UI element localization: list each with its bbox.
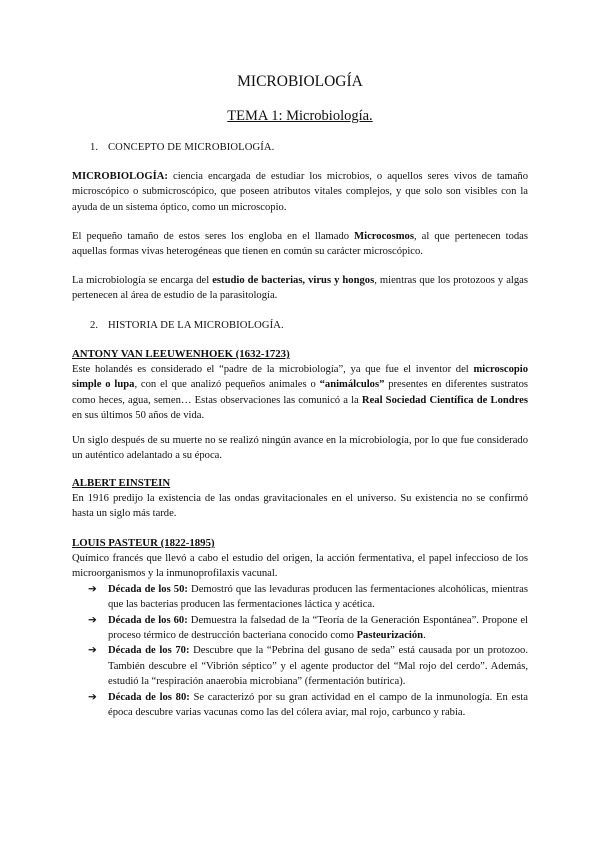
leeuwenhoek-name: ANTONY VAN LEEUWENHOEK (1632-1723): [72, 348, 290, 360]
scope-text-b: , mientras que los protozoos y algas pertenecen al área de estudio de la parasitología.: [72, 275, 528, 302]
leeuwenhoek-legacy-paragraph: [72, 433, 528, 464]
leeuwenhoek-text-4: en sus últimos 50 años de vida.: [72, 410, 205, 422]
leeuwenhoek-bold-2: “animálculos”: [319, 379, 385, 391]
arrow-icon: ➔: [88, 583, 97, 595]
section-2-heading: [90, 318, 284, 333]
leeuwenhoek-paragraph: [72, 362, 528, 424]
section-2-number: 2.: [90, 320, 99, 331]
decade-item: [72, 582, 528, 613]
decade-list: [72, 582, 528, 721]
leeuwenhoek-bold-1: microscopio simple o lupa: [72, 364, 528, 391]
decade-text: Descubre que la “Pebrina del gusano de seda” está causada por un protozoo. También descubre el “Vibrión séptico” y el agente productor del “Mal rojo del cerdo”. Además, estudió la “respiración anaerobia microbiana” (fermentación butírica).: [108, 645, 528, 688]
pasteur-intro: Químico francés que llevó a cabo el estudio del origen, la acción fermentativa, el papel infeccioso de los microorganismos y la inmunoprofilaxis vacunal.: [72, 553, 528, 580]
einstein-text: En 1916 predijo la existencia de las ondas gravitacionales en el universo. Su existencia no se confirmó hasta un siglo más tarde.: [72, 493, 528, 520]
scope-paragraph: [72, 273, 528, 304]
leeuwenhoek-block: [72, 347, 528, 424]
decade-text: Demostró que las levaduras producen las fermentaciones alcohólicas, mientras que las bacterias producen las fermentaciones láctica y acética.: [108, 583, 528, 611]
microcosmos-text-a: El pequeño tamaño de estos seres los engloba en el llamado: [72, 231, 355, 242]
decade-text: Se caracterizó por su gran actividad en el campo de la inmunología. En esta época descubre varias vacunas como las del cólera aviar, mal rojo, carbunco y rabia.: [108, 691, 528, 719]
decade-text: Demuestra la falsedad de la “Teoría de la Generación Espontánea”. Propone el proceso térmico de destrucción bacteriana conocido como: [108, 614, 528, 642]
decade-label: Década de los 80:: [108, 691, 190, 703]
einstein-name: ALBERT EINSTEIN: [72, 477, 171, 489]
leeuwenhoek-text-2: , con el que analizó pequeños animales o: [134, 379, 320, 391]
leeuwenhoek-text-3: presentes en diferentes sustratos como heces, agua, semen… Estas observaciones las comunicó a la: [72, 379, 529, 406]
microcosmos-paragraph: [72, 229, 528, 260]
section-1-number: 1.: [90, 142, 99, 153]
section-2-title: HISTORIA DE LA MICROBIOLOGÍA.: [108, 320, 284, 331]
decade-item: [72, 613, 528, 644]
einstein-block: [72, 476, 528, 522]
section-1-title: CONCEPTO DE MICROBIOLOGÍA.: [108, 142, 275, 153]
document-subtitle: TEMA 1: Microbiología.: [227, 108, 373, 124]
arrow-icon: ➔: [88, 645, 97, 657]
leeuwenhoek-legacy-text: Un siglo después de su muerte no se realizó ningún avance en la microbiología, por lo que fue considerado un auténtico adelantado a su época.: [72, 435, 528, 462]
arrow-icon: ➔: [88, 614, 97, 626]
microcosmos-text-b: , al que pertenecen todas aquellas formas vivas heterogéneas que tienen en común su carácter microscópico.: [72, 231, 528, 258]
section-1-heading: [90, 140, 274, 155]
decade-item: [72, 690, 528, 721]
scope-bold: estudio de bacterias, virus y hongos: [212, 275, 375, 286]
definition-text: ciencia encargada de estudiar los microbios, o aquellos seres vivos de tamaño microscópico o submicroscópico, que poseen atributos vitales complejos, y que solo son visibles con la ayuda de un sistema óptico, como un microscopio.: [72, 171, 528, 213]
definition-term: MICROBIOLOGÍA:: [72, 171, 168, 182]
leeuwenhoek-text-1: Este holandés es considerado el “padre de la microbiología”, ya que fue el inventor del: [72, 364, 474, 375]
decade-label: Década de los 70:: [108, 645, 190, 657]
arrow-icon: ➔: [88, 691, 97, 703]
microcosmos-term: Microcosmos: [354, 231, 414, 242]
decade-label: Década de los 60:: [108, 614, 188, 626]
decade-text-end: .: [423, 630, 426, 642]
decade-label: Década de los 50:: [108, 583, 188, 595]
pasteur-name: LOUIS PASTEUR (1822-1895): [72, 537, 215, 549]
definition-paragraph: [72, 169, 528, 215]
leeuwenhoek-bold-3: Real Sociedad Científica de Londres: [361, 394, 528, 406]
scope-text-a: La microbiología se encarga del: [72, 275, 213, 286]
decade-bold-term: Pasteurización: [356, 630, 424, 642]
document-title: MICROBIOLOGÍA: [237, 73, 363, 90]
pasteur-block: [72, 536, 528, 720]
decade-item: [72, 643, 528, 689]
